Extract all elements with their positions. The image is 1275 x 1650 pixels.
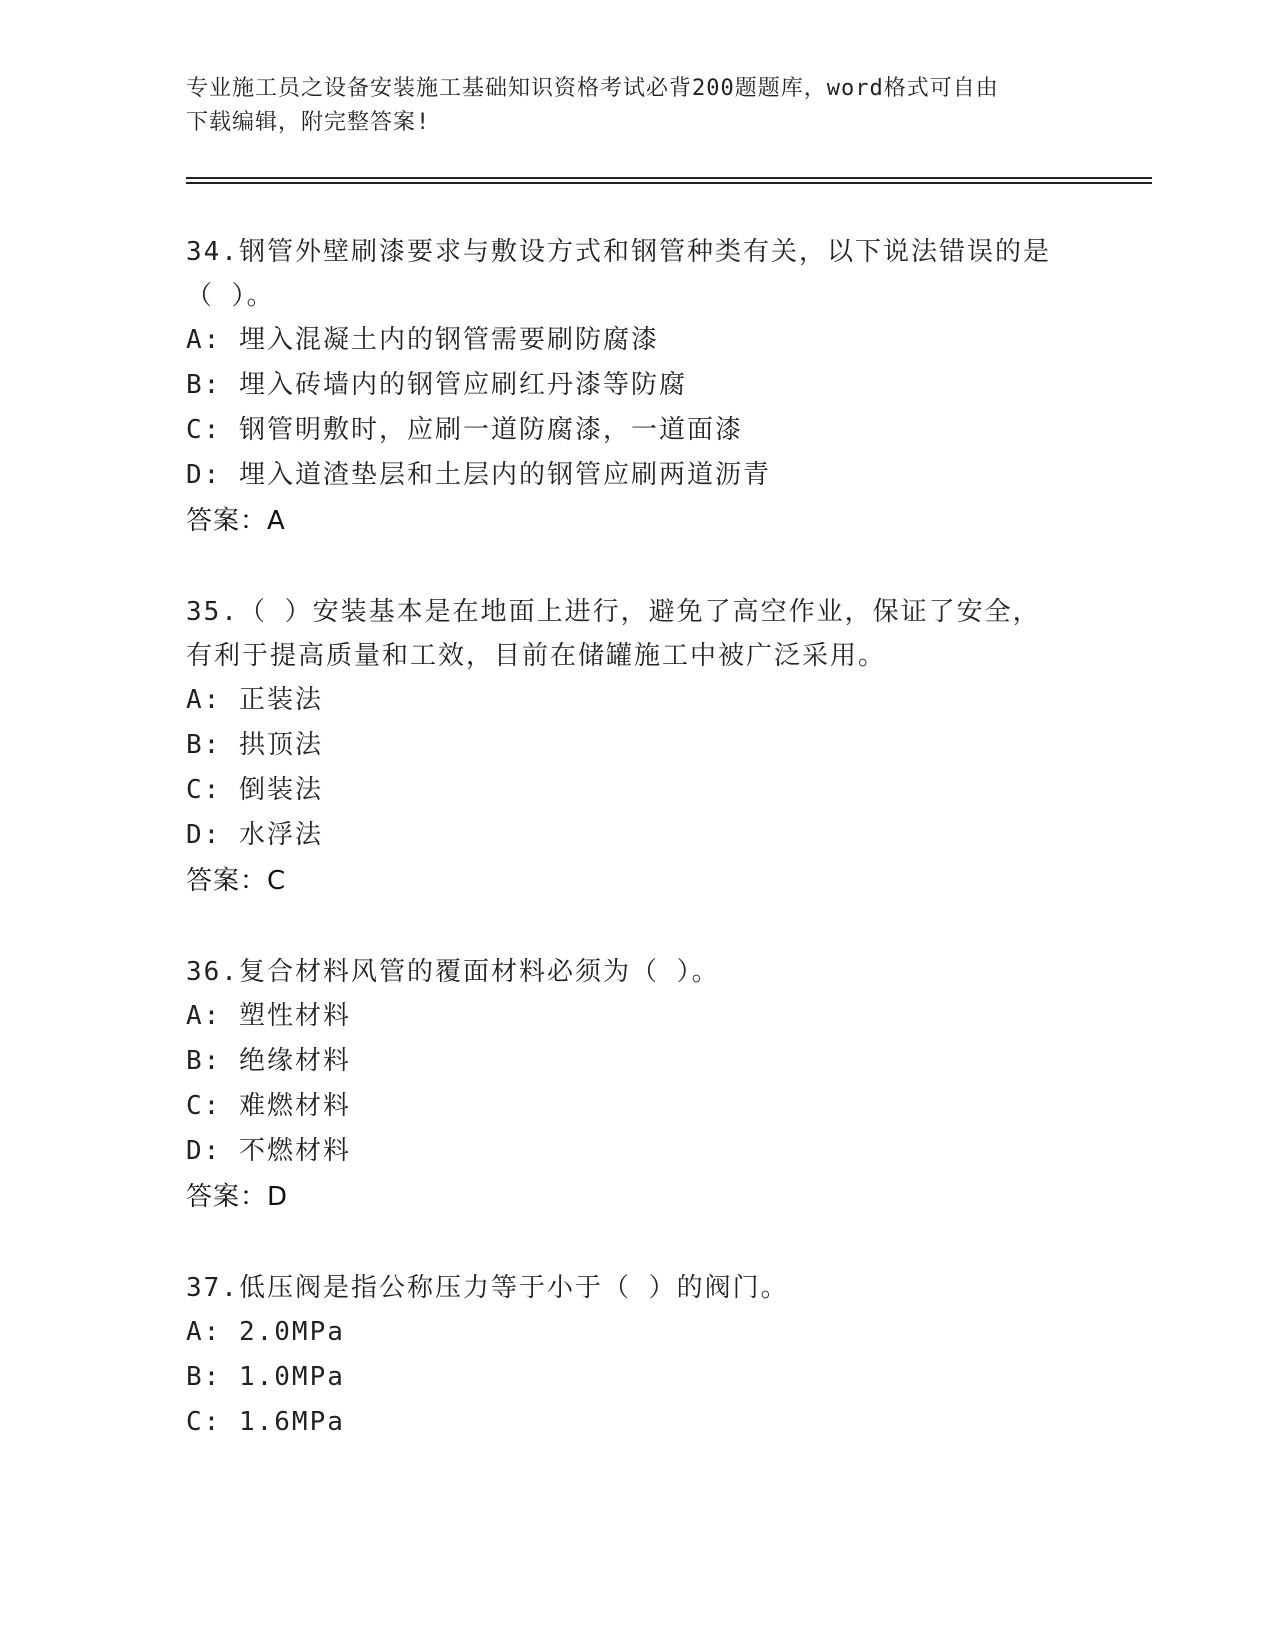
question-35 — [186, 590, 1086, 904]
document-header — [186, 72, 1066, 140]
question-text: 35.（ ）安装基本是在地面上进行，避免了高空作业，保证了安全， — [186, 597, 1041, 627]
question-36 — [186, 950, 1086, 1220]
answer: 答案：A — [186, 506, 286, 536]
option-a: A: 正装法 — [186, 685, 323, 715]
option-c: C: 钢管明敷时，应刷一道防腐漆，一道面漆 — [186, 415, 743, 445]
option-b: B: 1.0MPa — [186, 1362, 345, 1392]
question-37 — [186, 1266, 1086, 1445]
option-b: B: 埋入砖墙内的钢管应刷红丹漆等防腐 — [186, 370, 687, 400]
question-34 — [186, 230, 1086, 544]
option-d: D: 埋入道渣垫层和土层内的钢管应刷两道沥青 — [186, 460, 771, 490]
option-a: A: 塑性材料 — [186, 1001, 351, 1031]
header-line-2: 下载编辑，附完整答案! — [186, 110, 431, 135]
option-b: B: 绝缘材料 — [186, 1046, 351, 1076]
option-c: C: 倒装法 — [186, 775, 323, 805]
option-c: C: 难燃材料 — [186, 1091, 351, 1121]
option-d: D: 不燃材料 — [186, 1136, 351, 1166]
option-a: A: 埋入混凝土内的钢管需要刷防腐漆 — [186, 325, 659, 355]
option-c: C: 1.6MPa — [186, 1407, 345, 1437]
option-a: A: 2.0MPa — [186, 1317, 345, 1347]
header-divider-bottom — [186, 182, 1152, 184]
question-text: 37.低压阀是指公称压力等于小于（ ）的阀门。 — [186, 1273, 789, 1303]
question-text-continued: （ ）。 — [186, 281, 275, 311]
question-text-continued: 有利于提高质量和工效，目前在储罐施工中被广泛采用。 — [186, 641, 887, 671]
question-text: 36.复合材料风管的覆面材料必须为（ ）。 — [186, 957, 720, 987]
question-text: 34.钢管外壁刷漆要求与敷设方式和钢管种类有关，以下说法错误的是 — [186, 237, 1051, 267]
option-d: D: 水浮法 — [186, 820, 323, 850]
option-b: B: 拱顶法 — [186, 730, 323, 760]
question-list — [186, 230, 1086, 1491]
answer: 答案：C — [186, 866, 287, 896]
header-line-1: 专业施工员之设备安装施工基础知识资格考试必背200题题库，word格式可自由 — [186, 76, 999, 101]
answer: 答案：D — [186, 1182, 289, 1212]
header-divider-top — [186, 177, 1152, 179]
